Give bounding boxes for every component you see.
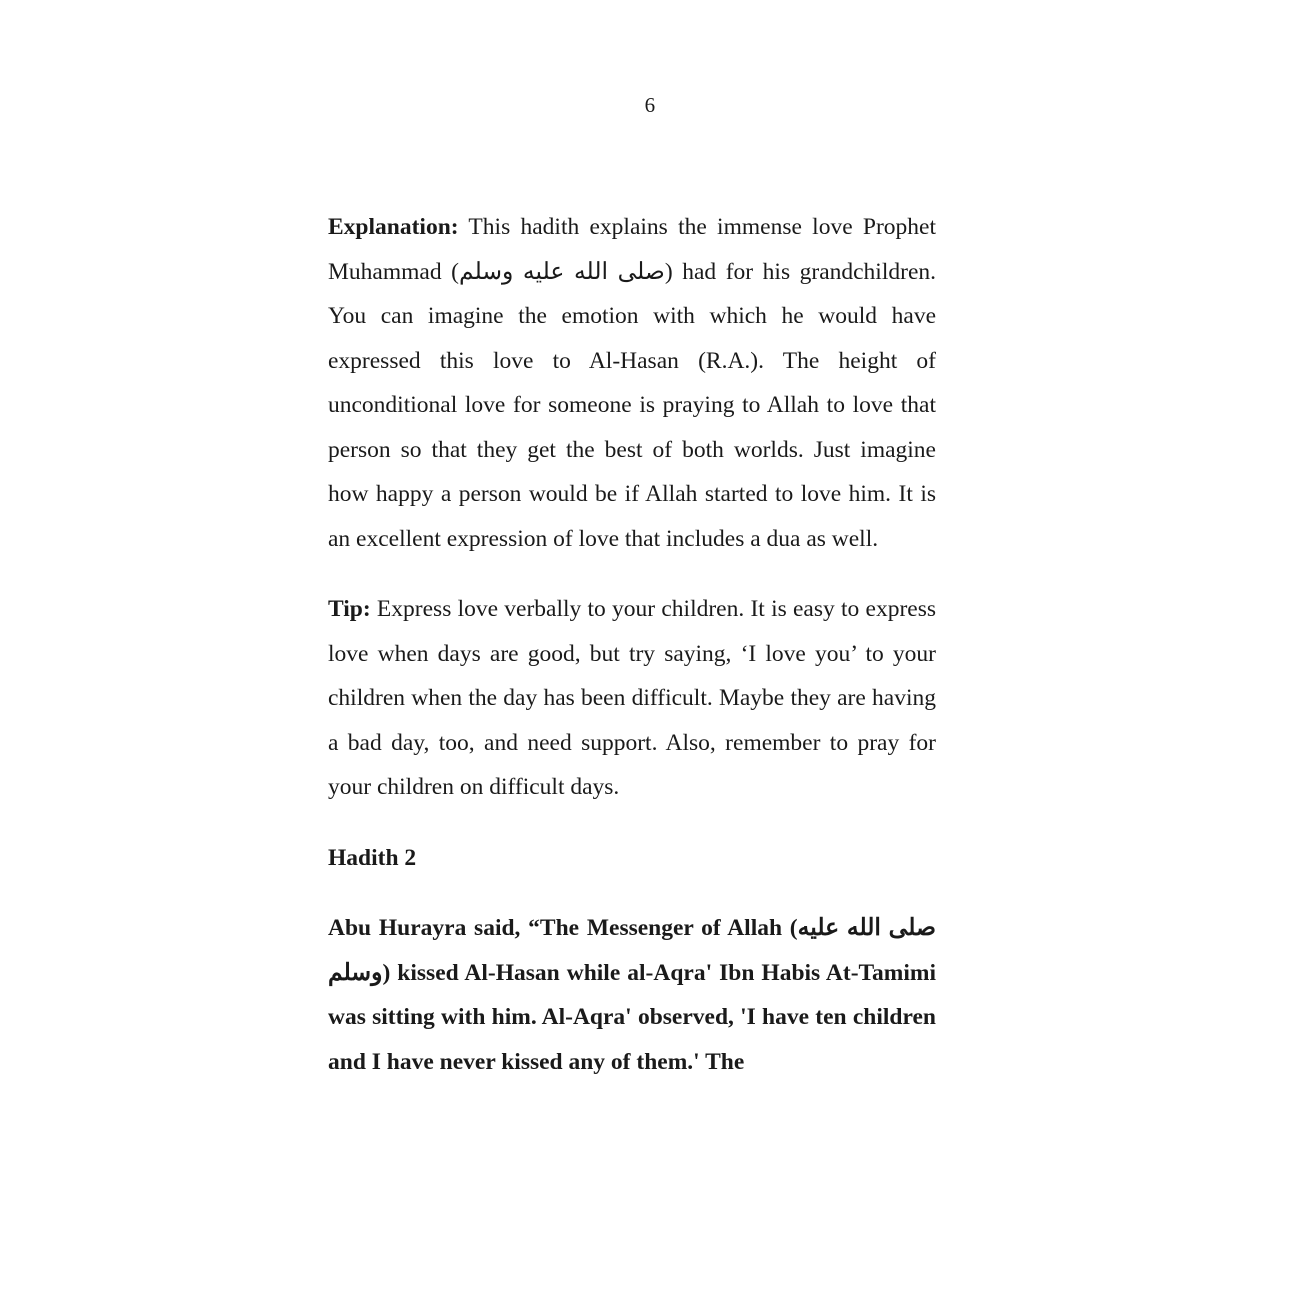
paragraph-body-tip: Express love verbally to your children. It is easy to express love when days are good, but try saying, ‘I love you’ to your children when the day has been difficult. Maybe they are having a bad day, too, and need support. Also, remember to pray for your children on difficult days. — [328, 596, 936, 800]
paragraph-body-explanation: This hadith explains the immense love Prophet Muhammad (صلى الله عليه وسلم) had for his grandchildren. You can imagine the emotion with which he would have expressed this love to Al-Hasan (R.A.). The height of unconditional love for someone is praying to Allah to love that person so that they get the best of both worlds. Just imagine how happy a person would be if Allah started to love him. It is an excellent expression of love that includes a dua as well. — [328, 214, 936, 552]
page-content — [328, 205, 936, 1084]
page-number: 6 — [644, 93, 656, 117]
paragraph-tip — [328, 587, 936, 810]
paragraph-label-explanation: Explanation: — [328, 214, 459, 240]
paragraph-label-tip: Tip: — [328, 596, 371, 622]
hadith-quote-text: Abu Hurayra said, “The Messenger of Allah (صلى الله عليه وسلم) kissed Al-Hasan while al-Aqra' Ibn Habis At-Tamimi was sitting with him. Al-Aqra' observed, 'I have ten children and I have never kissed any of them.' The — [328, 915, 936, 1075]
paragraph-explanation — [328, 205, 936, 561]
section-heading-hadith-2: Hadith 2 — [328, 844, 417, 871]
